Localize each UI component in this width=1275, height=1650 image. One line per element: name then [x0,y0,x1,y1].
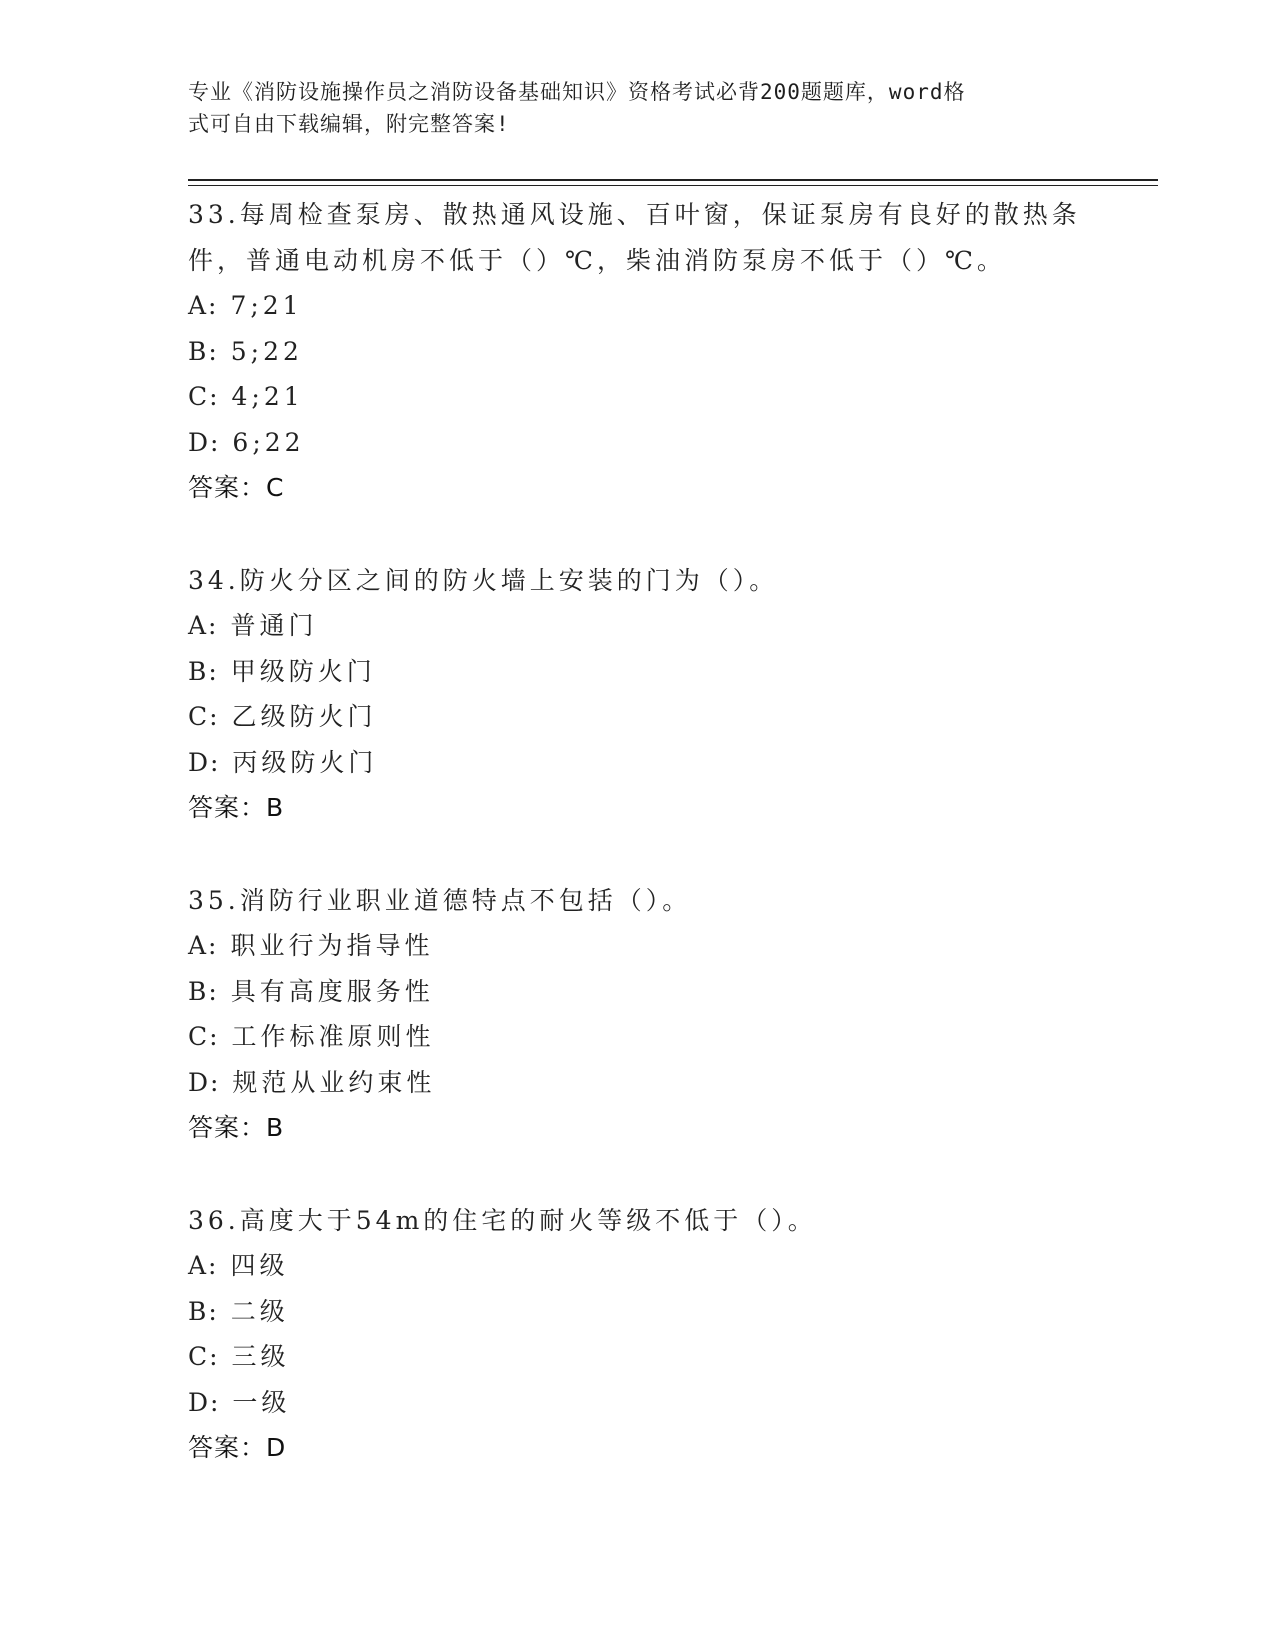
header-line-2: 式可自由下载编辑，附完整答案! [188,112,510,136]
question-text-line-1: 34.防火分区之间的防火墙上安装的门为（）。 [188,565,779,595]
option-b: B: 具有高度服务性 [188,976,434,1006]
option-d: D: 规范从业约束性 [188,1067,436,1097]
option-b: B: 二级 [188,1296,289,1326]
option-b: B: 甲级防火门 [188,656,376,686]
option-a: A: 职业行为指导性 [188,931,434,960]
question-text-line-1: 35.消防行业职业道德特点不包括（）。 [188,885,692,915]
question-33 [188,192,1168,511]
answer: 答案：D [188,1433,287,1462]
option-d: D: 6;22 [188,427,305,457]
answer: 答案：B [188,1113,285,1142]
option-c: C: 4;21 [188,382,304,411]
question-text-line-2: 件，普通电动机房不低于（）℃，柴油消防泵房不低于（）℃。 [188,245,1006,275]
answer: 答案：B [188,793,285,822]
answer: 答案：C [188,473,285,502]
option-a: A: 普通门 [188,611,318,640]
question-34 [188,558,1168,831]
option-b: B: 5;22 [188,336,303,366]
header-line-1: 专业《消防设施操作员之消防设备基础知识》资格考试必背200题题库，word格 [188,80,966,104]
option-a: A: 四级 [188,1251,289,1280]
question-36 [188,1198,1168,1471]
option-c: C: 三级 [188,1342,290,1371]
option-c: C: 工作标准原则性 [188,1022,435,1051]
question-35 [188,878,1168,1151]
question-text-line-1: 33.每周检查泵房、散热通风设施、百叶窗，保证泵房有良好的散热条 [188,200,1081,229]
question-text-line-1: 36.高度大于54m的住宅的耐火等级不低于（）。 [188,1205,817,1235]
option-a: A: 7;21 [188,291,303,320]
document-header [188,76,1088,140]
option-c: C: 乙级防火门 [188,702,377,731]
option-d: D: 一级 [188,1387,291,1417]
question-list [188,192,1168,1518]
option-d: D: 丙级防火门 [188,747,378,777]
header-divider-thick [188,179,1158,181]
header-divider-thin [188,185,1158,186]
